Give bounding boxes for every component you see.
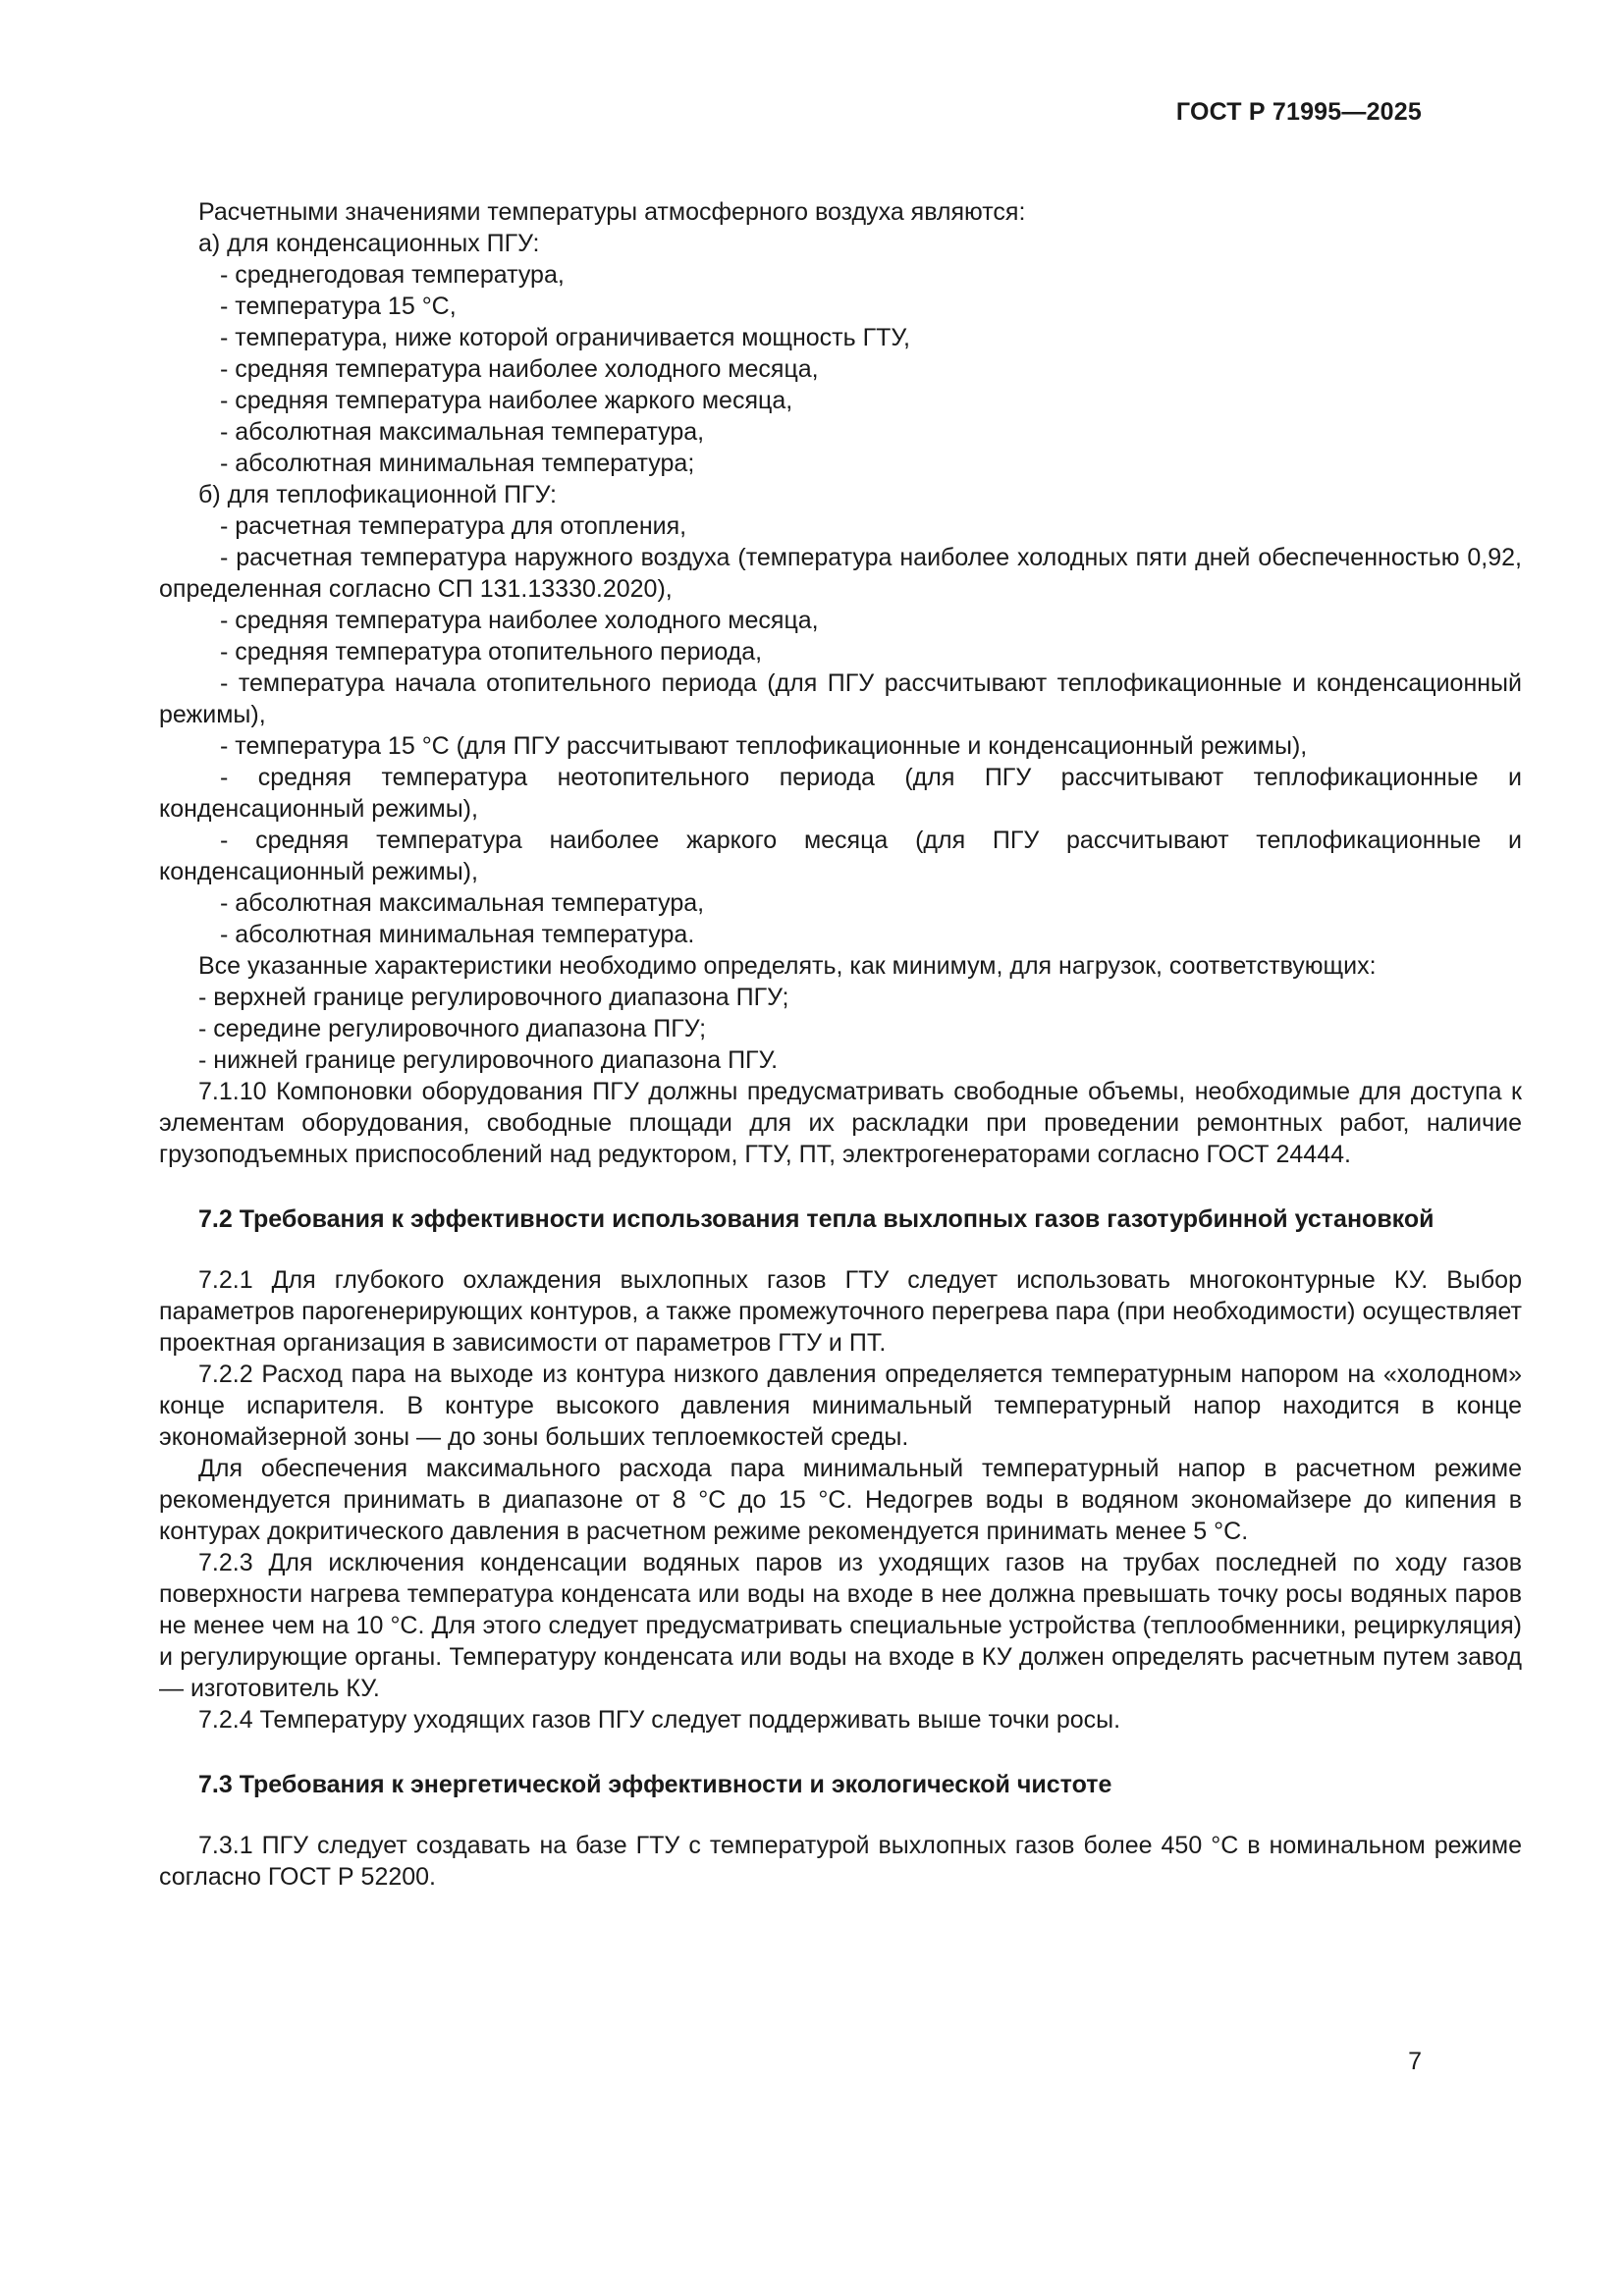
paragraph: Расчетными значениями температуры атмосферного воздуха являются:	[198, 198, 1026, 226]
paragraph: 7.3.1 ПГУ следует создавать на базе ГТУ с температурой выхлопных газов более 450 °С в номинальном режиме согласно ГОСТ Р 52200.	[159, 1832, 1522, 1891]
paragraph: 7.2.3 Для исключения конденсации водяных паров из уходящих газов на трубах последней по ходу газов поверхности нагрева температура конденсата или воды на входе в нее должна превышать точку росы водяных паров не менее чем на 10 °С. Для этого следует предусматривать специальные устройства (теплообменники, рециркуляция) и регулирующие органы. Температуру конденсата или воды на входе в КУ должен определять расчетным путем завод — изготовитель КУ.	[159, 1549, 1522, 1702]
list-item: - средняя температура наиболее жаркого месяца (для ПГУ рассчитывают теплофикационные и конденсационный режимы),	[159, 827, 1522, 885]
list-item: - температура, ниже которой ограничивается мощность ГТУ,	[220, 324, 910, 351]
paragraph: а) для конденсационных ПГУ:	[198, 230, 540, 257]
paragraph: Для обеспечения максимального расхода пара минимальный температурный напор в расчетном режиме рекомендуется принимать в диапазоне от 8 °С до 15 °С. Недогрев воды в водяном экономайзере до кипения в контурах докритического давления в расчетном режиме рекомендуется принимать менее 5 °С.	[159, 1455, 1522, 1545]
paragraph: 7.2.4 Температуру уходящих газов ПГУ следует поддерживать выше точки росы.	[198, 1706, 1121, 1734]
list-item: - средняя температура отопительного периода,	[220, 638, 763, 666]
list-item: - средняя температура наиболее холодного месяца,	[220, 355, 819, 383]
list-item: - средняя температура наиболее жаркого месяца,	[220, 387, 793, 414]
list-item: - температура 15 °С (для ПГУ рассчитывают теплофикационные и конденсационный режимы),	[220, 732, 1308, 760]
list-item: - средняя температура неотопительного периода (для ПГУ рассчитывают теплофикационные и конденсационный режимы),	[159, 764, 1522, 823]
paragraph: 7.1.10 Компоновки оборудования ПГУ должны предусматривать свободные объемы, необходимые для доступа к элементам оборудования, свободные площади для их раскладки при проведении ремонтных работ, наличие грузоподъемных приспособлений над редуктором, ГТУ, ПТ, электрогенераторами согласно ГОСТ 24444.	[159, 1078, 1522, 1168]
list-item: - середине регулировочного диапазона ПГУ;	[198, 1015, 707, 1042]
list-item: - расчетная температура наружного воздуха (температура наиболее холодных пяти дней обеспеченностью 0,92, определенная согласно СП 131.13330.2020),	[159, 544, 1522, 603]
list-item: - среднегодовая температура,	[220, 261, 565, 289]
page-number: 7	[1408, 2048, 1422, 2075]
list-item: - абсолютная минимальная температура;	[220, 450, 695, 477]
list-item: - температура начала отопительного периода (для ПГУ рассчитывают теплофикационные и конденсационный режимы),	[159, 669, 1522, 728]
paragraph: 7.2.1 Для глубокого охлаждения выхлопных газов ГТУ следует использовать многоконтурные КУ. Выбор параметров парогенерирующих контуров, а также промежуточного перегрева пара (при необходимости) осуществляет проектная организация в зависимости от параметров ГТУ и ПТ.	[159, 1266, 1522, 1357]
paragraph: 7.2.2 Расход пара на выходе из контура низкого давления определяется температурным напором на «холодном» конце испарителя. В контуре высокого давления минимальный температурный напор находится в конце экономайзерной зоны — до зоны больших теплоемкостей среды.	[159, 1361, 1522, 1451]
section-heading: 7.2 Требования к эффективности использования тепла выхлопных газов газотурбинной установкой	[198, 1205, 1435, 1233]
paragraph: Все указанные характеристики необходимо определять, как минимум, для нагрузок, соответствующих:	[198, 952, 1377, 980]
list-item: - верхней границе регулировочного диапазона ПГУ;	[198, 984, 789, 1011]
section-heading: 7.3 Требования к энергетической эффективности и экологической чистоте	[198, 1771, 1112, 1798]
list-item: - абсолютная максимальная температура,	[220, 889, 705, 917]
document-body	[159, 196, 1522, 1893]
paragraph: б) для теплофикационной ПГУ:	[198, 481, 557, 508]
standard-number: ГОСТ Р 71995—2025	[1175, 98, 1422, 126]
list-item: - нижней границе регулировочного диапазона ПГУ.	[198, 1046, 779, 1074]
list-item: - средняя температура наиболее холодного месяца,	[220, 607, 819, 634]
list-item: - абсолютная максимальная температура,	[220, 418, 705, 446]
list-item: - абсолютная минимальная температура.	[220, 921, 695, 948]
document-header	[159, 98, 1422, 127]
list-item: - расчетная температура для отопления,	[220, 512, 687, 540]
page-footer	[159, 2048, 1422, 2076]
list-item: - температура 15 °С,	[220, 293, 457, 320]
